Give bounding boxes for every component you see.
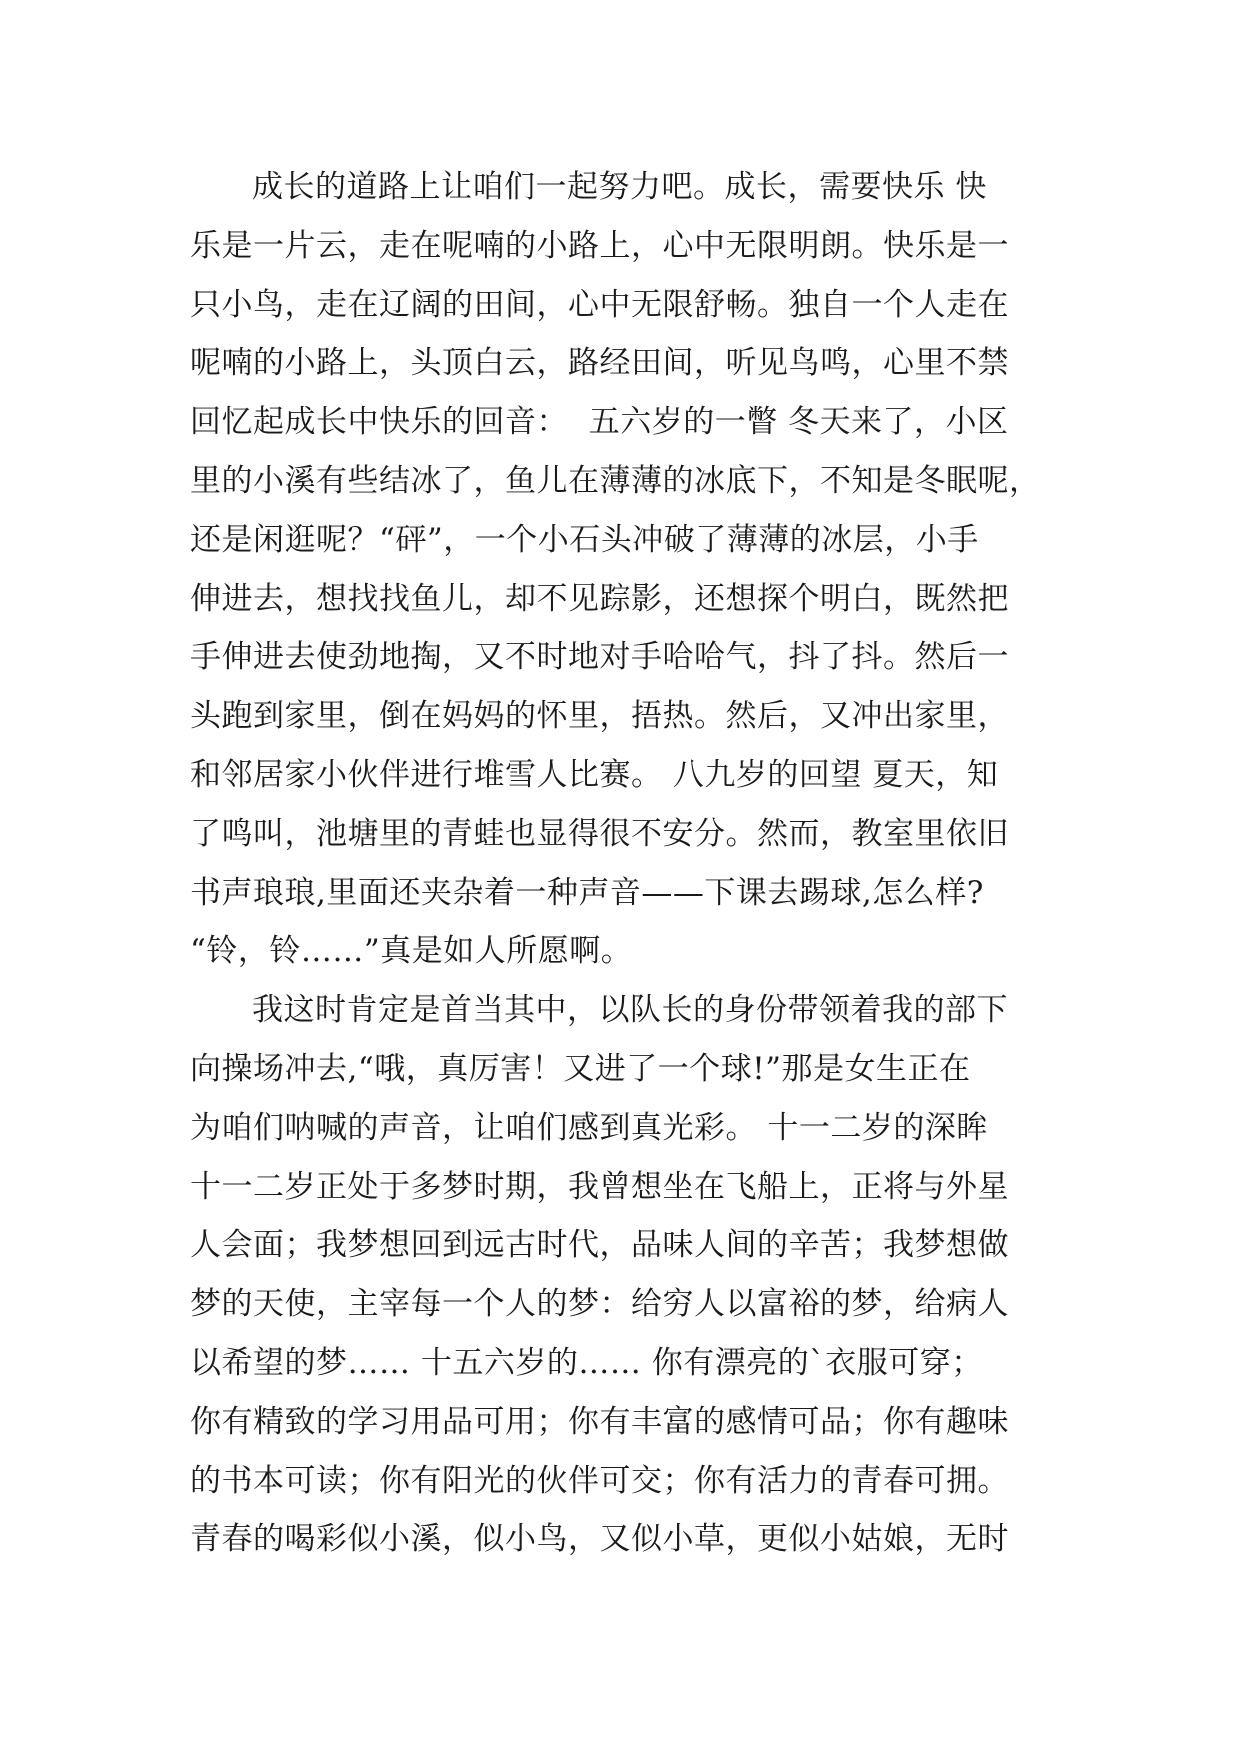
paragraph-line: 人会面；我梦想回到远古时代，品味人间的辛苦；我梦想做 (190, 1227, 1009, 1264)
body-text (190, 158, 1070, 1569)
paragraph-line: 你有精致的学习用品可用；你有丰富的感情可品；你有趣味 (190, 1403, 1009, 1440)
paragraph-line: 里的小溪有些结冰了，鱼儿在薄薄的冰底下，不知是冬眠呢， (190, 462, 1041, 499)
paragraph-line: 伸进去，想找找鱼儿，却不见踪影，还想探个明白，既然把 (190, 580, 1009, 617)
paragraph-line: 了鸣叫，池塘里的青蛙也显得很不安分。然而，教室里依旧 (190, 815, 1009, 852)
paragraph-line: 呢喃的小路上，头顶白云，路经田间，听见鸟鸣，心里不禁 (190, 345, 1009, 382)
paragraph-line: 向操场冲去,“哦，真厉害！又进了一个球!”那是女生正在 (190, 1050, 971, 1087)
paragraph-line: 回忆起成长中快乐的回音： 五六岁的一瞥 冬天来了，小区 (190, 404, 1009, 441)
paragraph-line: 还是闲逛呢？“砰”，一个小石头冲破了薄薄的冰层，小手 (190, 521, 979, 558)
paragraph-line: “铃，铃……”真是如人所愿啊。 (190, 933, 633, 970)
paragraph-line: 梦的天使，主宰每一个人的梦：给穷人以富裕的梦，给病人 (190, 1286, 1009, 1323)
paragraph-line: 以希望的梦…… 十五六岁的…… 你有漂亮的`衣服可穿； (190, 1344, 983, 1381)
paragraph-line: 为咱们呐喊的声音，让咱们感到真光彩。 十一二岁的深眸 (190, 1109, 988, 1146)
paragraph-line: 的书本可读；你有阳光的伙伴可交；你有活力的青春可拥。 (190, 1462, 1009, 1499)
paragraph-line: 我这时肯定是首当其中，以队长的身份带领着我的部下 (252, 992, 1008, 1029)
paragraph-line: 青春的喝彩似小溪，似小鸟，又似小草，更似小姑娘，无时 (190, 1521, 1009, 1558)
paragraph-line: 和邻居家小伙伴进行堆雪人比赛。 八九岁的回望 夏天，知 (190, 756, 999, 793)
paragraph-line: 十一二岁正处于多梦时期，我曾想坐在飞船上，正将与外星 (190, 1168, 1009, 1205)
paragraph-line: 手伸进去使劲地掏，又不时地对手哈哈气，抖了抖。然后一 (190, 639, 1009, 676)
paragraph-line: 只小鸟，走在辽阔的田间，心中无限舒畅。独自一个人走在 (190, 286, 1009, 323)
paragraph-line: 成长的道路上让咱们一起努力吧。成长，需要快乐 快 (252, 169, 987, 205)
paragraph-line: 头跑到家里，倒在妈妈的怀里，捂热。然后，又冲出家里， (190, 698, 1009, 735)
paragraph-line: 书声琅琅,里面还夹杂着一种声音——下课去踢球,怎么样? (190, 874, 984, 911)
paragraph-line: 乐是一片云，走在呢喃的小路上，心中无限明朗。快乐是一 (190, 227, 1009, 264)
